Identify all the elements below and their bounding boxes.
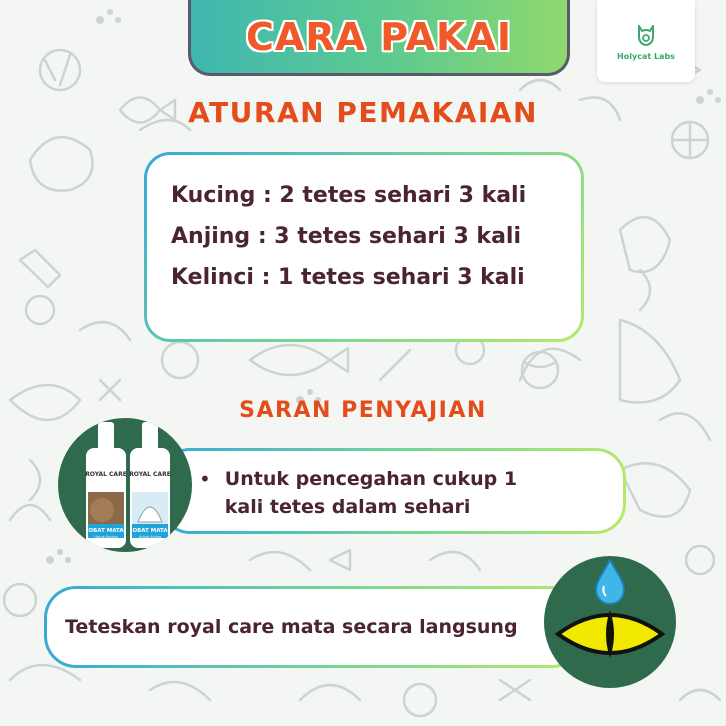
instruction-card bbox=[44, 586, 584, 668]
left-bottle-sub: Untuk Kucing bbox=[94, 535, 118, 539]
right-bottle-brand: ROYAL CARE bbox=[129, 471, 171, 478]
dosage-card bbox=[144, 152, 584, 342]
brand-card bbox=[597, 0, 695, 82]
brand-name: Holycat Labs bbox=[617, 51, 675, 61]
cat-logo-icon bbox=[635, 22, 657, 48]
instruction-text: Teteskan royal care mata secara langsung bbox=[65, 616, 518, 638]
left-bottle-label: OBAT MATA bbox=[88, 528, 124, 534]
product-bottles-illustration bbox=[58, 418, 192, 552]
serving-section-title: SARAN PENYAJIAN bbox=[239, 398, 487, 423]
bullet-icon: • bbox=[199, 467, 211, 491]
page-title: CARA PAKAI bbox=[246, 14, 512, 59]
dosage-section-title: ATURAN PEMAKAIAN bbox=[188, 96, 538, 129]
right-bottle-label: OBAT MATA bbox=[132, 528, 168, 534]
dosage-line-dog: Anjing : 3 tetes sehari 3 kali bbox=[171, 224, 521, 249]
dosage-line-rabbit: Kelinci : 1 tetes sehari 3 kali bbox=[171, 265, 525, 290]
left-bottle-brand: ROYAL CARE bbox=[85, 471, 127, 478]
cat-eye-image bbox=[544, 556, 676, 688]
dosage-line-cat: Kucing : 2 tetes sehari 3 kali bbox=[171, 183, 527, 208]
header-banner bbox=[188, 0, 570, 76]
right-bottle-sub: Untuk Anjing bbox=[138, 535, 162, 539]
serving-tip-text: Untuk pencegahan cukup 1 kali tetes dalam sehari bbox=[224, 468, 518, 518]
serving-tip-card bbox=[160, 448, 626, 534]
cat-eye-drop-icon bbox=[544, 556, 676, 688]
product-image bbox=[58, 418, 192, 552]
